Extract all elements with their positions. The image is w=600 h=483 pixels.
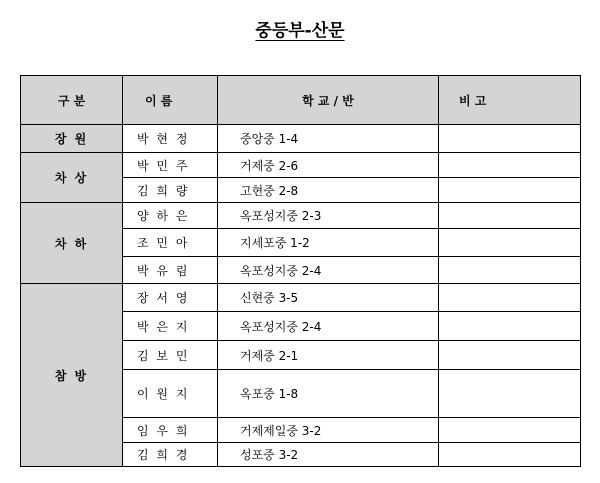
- school-cell: 거제제일중 3-2: [218, 418, 439, 443]
- name-cell: 박 유 림: [123, 257, 218, 284]
- note-cell: [439, 341, 581, 370]
- note-cell: [439, 153, 581, 178]
- note-cell: [439, 418, 581, 443]
- note-cell: [439, 125, 581, 153]
- note-cell: [439, 370, 581, 418]
- category-cell: 장 원: [21, 125, 123, 153]
- school-cell: 옥포성지중 2-3: [218, 203, 439, 229]
- name-cell: 김 보 민: [123, 341, 218, 370]
- category-cell: 차 하: [21, 203, 123, 284]
- name-cell: 김 희 경: [123, 443, 218, 467]
- table-row: [21, 153, 581, 178]
- header-school: 학 교 / 반: [218, 76, 439, 125]
- name-cell: 장 서 영: [123, 284, 218, 312]
- name-cell: 박 현 정: [123, 125, 218, 153]
- note-cell: [439, 443, 581, 467]
- school-cell: 옥포성지중 2-4: [218, 257, 439, 284]
- header-name: 이 름: [123, 76, 218, 125]
- school-cell: 고현중 2-8: [218, 178, 439, 203]
- note-cell: [439, 178, 581, 203]
- header-category: 구 분: [21, 76, 123, 125]
- category-cell: 차 상: [21, 153, 123, 203]
- name-cell: 임 우 희: [123, 418, 218, 443]
- name-cell: 조 민 아: [123, 229, 218, 257]
- header-note: 비 고: [439, 76, 581, 125]
- document-title: [0, 16, 600, 41]
- note-cell: [439, 257, 581, 284]
- category-cell: 참 방: [21, 284, 123, 467]
- school-cell: 거제중 2-1: [218, 341, 439, 370]
- school-cell: 중앙중 1-4: [218, 125, 439, 153]
- name-cell: 박 민 주: [123, 153, 218, 178]
- school-cell: 옥포중 1-8: [218, 370, 439, 418]
- header-row: [21, 76, 581, 125]
- note-cell: [439, 312, 581, 341]
- awards-table: [20, 75, 581, 467]
- title-text: 중등부-산문: [255, 21, 345, 41]
- table-row: [21, 284, 581, 312]
- table-row: [21, 203, 581, 229]
- table-row: [21, 125, 581, 153]
- school-cell: 지세포중 1-2: [218, 229, 439, 257]
- name-cell: 박 은 지: [123, 312, 218, 341]
- name-cell: 양 하 은: [123, 203, 218, 229]
- school-cell: 신현중 3-5: [218, 284, 439, 312]
- note-cell: [439, 229, 581, 257]
- name-cell: 김 희 량: [123, 178, 218, 203]
- school-cell: 옥포성지중 2-4: [218, 312, 439, 341]
- note-cell: [439, 203, 581, 229]
- note-cell: [439, 284, 581, 312]
- name-cell: 이 원 지: [123, 370, 218, 418]
- school-cell: 성포중 3-2: [218, 443, 439, 467]
- school-cell: 거제중 2-6: [218, 153, 439, 178]
